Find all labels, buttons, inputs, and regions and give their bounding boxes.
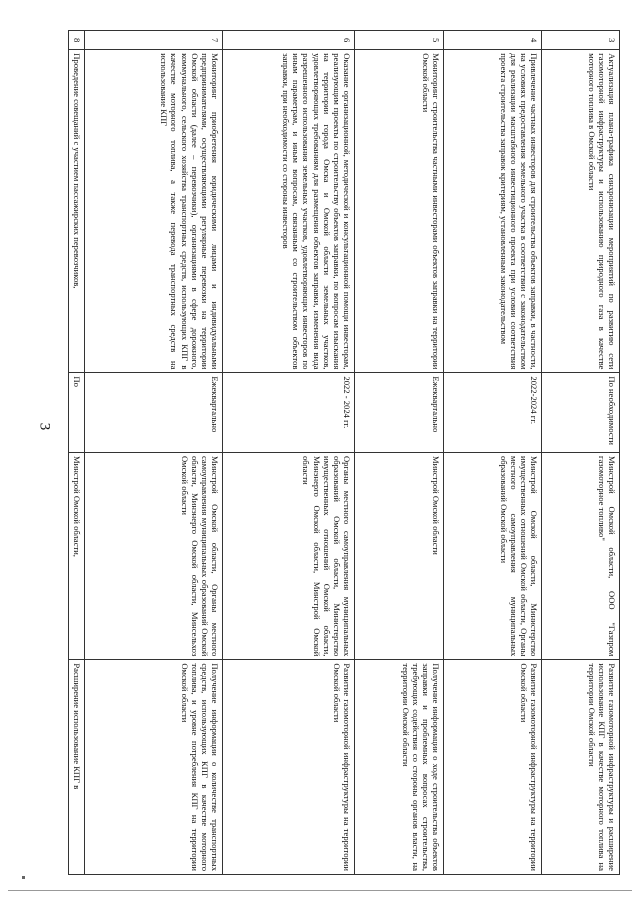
term-cell: По необходимости <box>542 373 620 453</box>
result-cell: Развитие газомоторной инфраструктуры и расширение использование КПГ в качестве моторного топлива на территории Омской области <box>542 660 620 875</box>
action-cell: Мониторинг строительства частными инвесторами объектов заправки на территории Омской области <box>355 50 444 373</box>
row-number: 3 <box>542 31 620 50</box>
row-number: 4 <box>444 31 542 50</box>
rotated-table-container <box>60 30 620 875</box>
action-cell: Привлечение частных инвесторов для строительства объектов заправки, в частности, на условиях предоставления земельного участка в соответствии с законодательством для реализации масштабного инвестиционного проекта при условии соответствия проекта строительства заправок критериям, установленным законодательством <box>444 50 542 373</box>
executors-cell: Минстрой Омской области, Министерство имущественных отношений Омской области, Органы местного самоуправления муниципальных образований Омской области <box>444 452 542 659</box>
result-cell: Развитие газомоторной инфраструктуры на территории Омской области <box>223 660 355 875</box>
term-cell: 2022 - 2024 гг. <box>223 373 355 453</box>
row-number: 5 <box>355 31 444 50</box>
row-number: 8 <box>69 31 85 50</box>
executors-cell: Минстрой Омской области, <box>69 452 85 659</box>
table-row <box>223 31 355 875</box>
scan-artifact <box>22 876 25 879</box>
table-row <box>355 31 444 875</box>
page-number: 3 <box>36 422 53 431</box>
term-cell: 2022-2024 гг. <box>444 373 542 453</box>
executors-cell: Минстрой Омской области, Органы местного самоуправления муниципальных образований Омской области, Минэнерго Омской области, Минсельхоз Омской области <box>85 452 223 659</box>
table-row <box>85 31 223 875</box>
result-cell: Получение информации о количестве транспортных средств, использующих КПГ в качестве моторного топлива, и уровне потребления КПГ на территории Омской области <box>85 660 223 875</box>
page-edge-line <box>8 890 632 891</box>
table-row <box>69 31 85 875</box>
term-cell: Ежеквартально <box>85 373 223 453</box>
table-row <box>542 31 620 875</box>
action-plan-table <box>68 30 620 875</box>
row-number: 7 <box>85 31 223 50</box>
result-cell: Получение информации о ходе строительства объектов заправки и проблемных вопросах строительства, требующих содействия со стороны органов власти, на территории Омской области <box>355 660 444 875</box>
action-cell: Актуализация плана-графика синхронизации мероприятий по развитию сети газомоторной инфраструктуры и использованию природного газа в качестве моторного топлива в Омской области <box>542 50 620 373</box>
result-cell: Расширение использование КПГ в <box>69 660 85 875</box>
action-cell: Оказание организационной, методической и консультационной помощи инвесторам, реализующим проекты по строительству объектов заправки, по вопросам изыскания на территории города Омска и Омской области земельных участков, удовлетворяющих требованиям для размещения объектов заправки, изменения вида разрешенного использования земельных участков, удовлетворяющих инвесторов по иным параметрам, и иным вопросам, связанным со строительством объектов заправки, при необходимости со стороны инвесторов <box>223 50 355 373</box>
term-cell: Ежеквартально <box>355 373 444 453</box>
table-row <box>444 31 542 875</box>
executors-cell: Минстрой Омской области <box>355 452 444 659</box>
term-cell: По <box>69 373 85 453</box>
executors-cell: Минстрой Омской области, ООО "Газпром газомоторное топливо" <box>542 452 620 659</box>
executors-cell: Органы местного самоуправления муниципальных образований Омской области, Министерство имущественных отношений Омской области, Минэнерго Омской области, Минстрой Омской области <box>223 452 355 659</box>
action-cell: Мониторинг приобретения юридическими лицами и индивидуальными предпринимателями, осуществляющими регулярные перевозки на территории Омской области (далее – перевозчики), организациями в сфере дорожного, коммунального, сельского хозяйства транспортных средств, использующих КПГ в качестве моторного топлива, а также перевода транспортных средств на использование КПГ <box>85 50 223 373</box>
row-number: 6 <box>223 31 355 50</box>
result-cell: Развитие газомоторной инфраструктуры на территории Омской области <box>444 660 542 875</box>
action-cell: Проведение совещаний с участием пассажирских перевозчиков, <box>69 50 85 373</box>
